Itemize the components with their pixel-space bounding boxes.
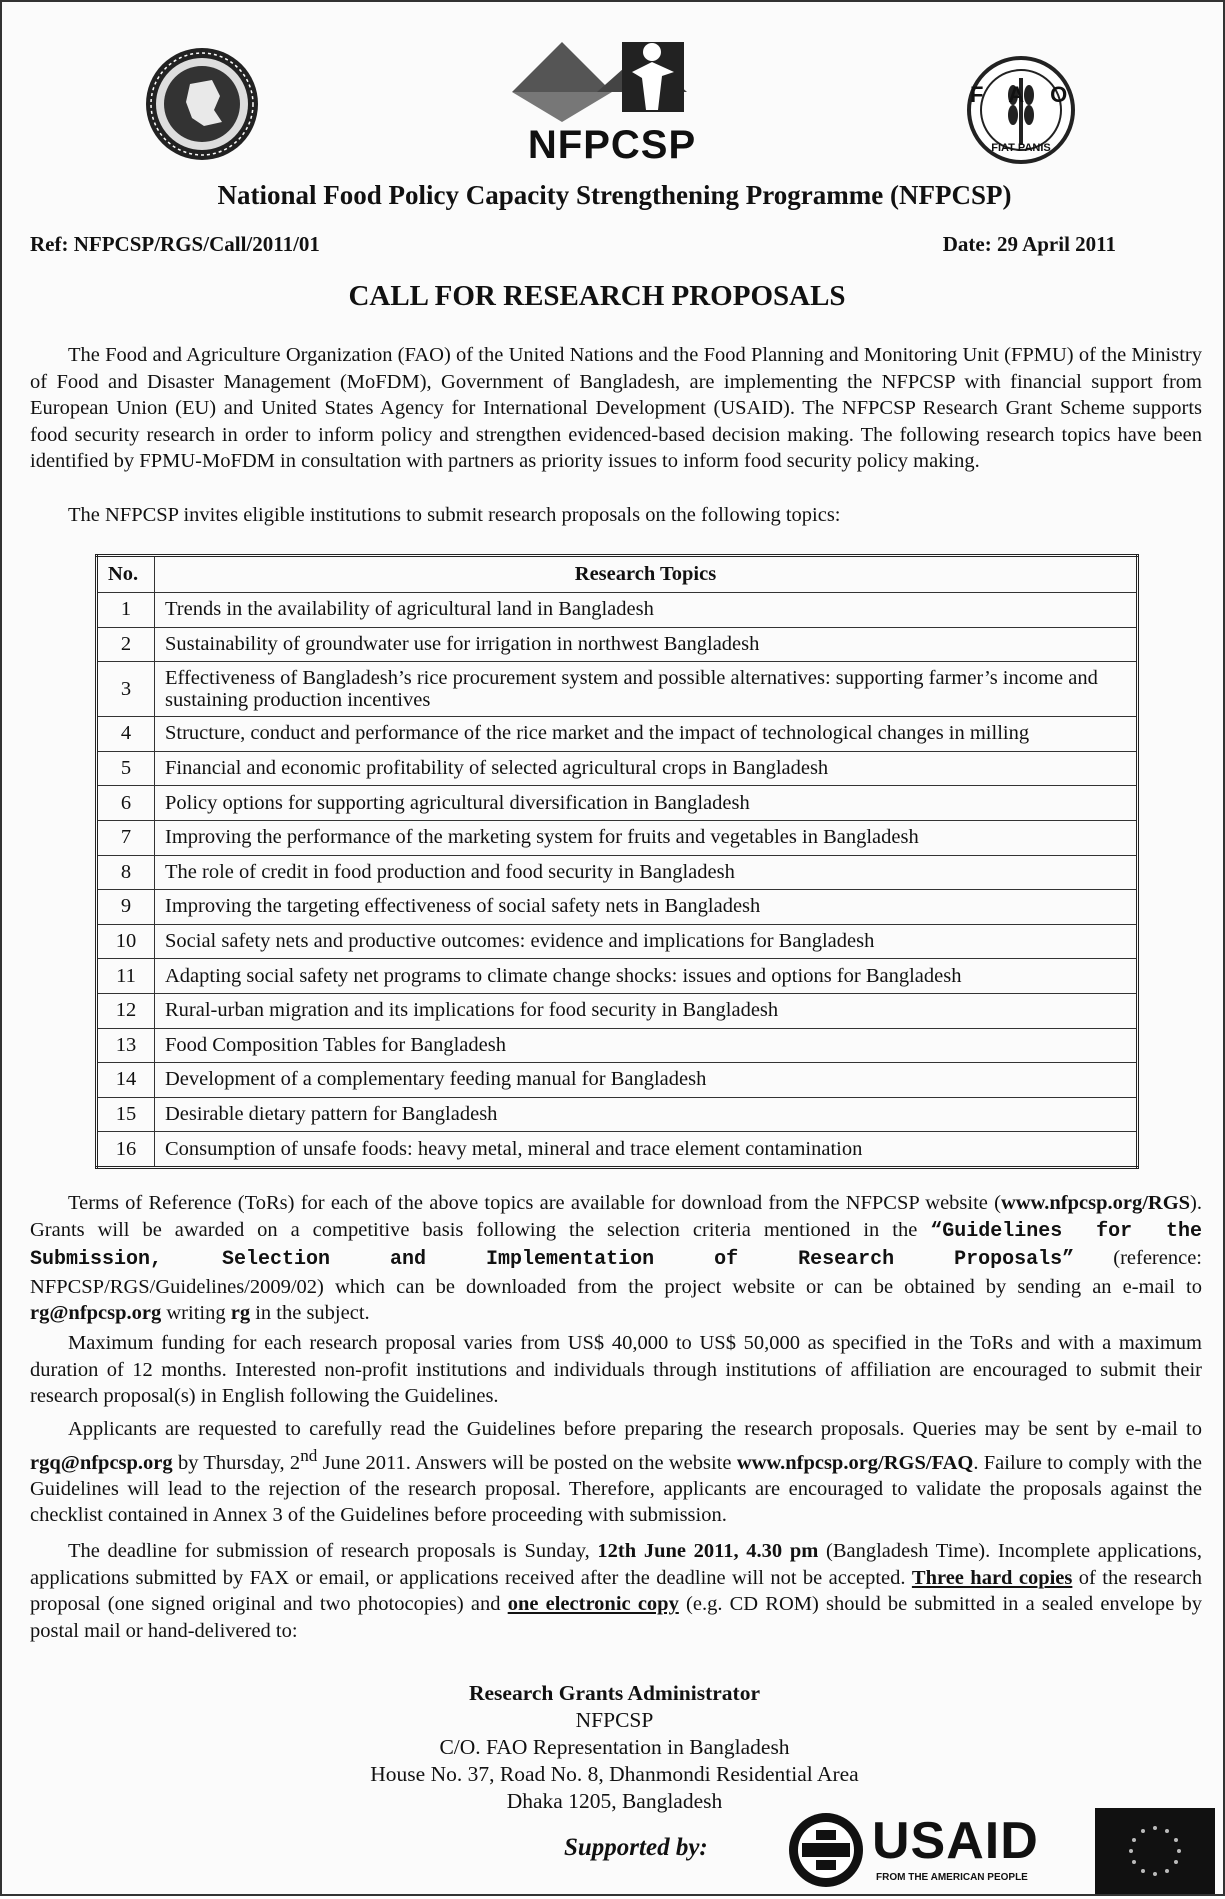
topic-title: Structure, conduct and performance of the rice market and the impact of technological changes in milling bbox=[155, 717, 1138, 752]
topic-number: 3 bbox=[97, 662, 155, 717]
address-admin: Research Grants Administrator bbox=[468, 1681, 761, 1705]
topic-number: 6 bbox=[97, 786, 155, 821]
government-seal-icon bbox=[142, 44, 262, 164]
column-header-no: No. bbox=[97, 556, 155, 593]
table-row bbox=[97, 662, 1138, 717]
table-row bbox=[97, 1063, 1138, 1098]
table-row bbox=[97, 627, 1138, 662]
topic-title: Adapting social safety net programs to climate change shocks: issues and options for Bangladesh bbox=[155, 959, 1138, 994]
queries-text-4: . Failure to comply with the Guidelines will lead to the rejection of the research proposal. Therefore, applicants are encouraged to validate the proposals against the checklist contained in Annex 3 of the Guidelines before proceeding with submission. bbox=[30, 1451, 1202, 1527]
topic-title: The role of credit in food production and food security in Bangladesh bbox=[155, 855, 1138, 890]
electronic-copy-emphasis: one electronic copy bbox=[507, 1593, 679, 1615]
deadline-text-4: (e.g. CD ROM) should be submitted in a sealed envelope by postal mail or hand-delivered to: bbox=[30, 1593, 1203, 1642]
tors-text-3: (reference: NFPCSP/RGS/Guidelines/2009/02) which can be downloaded from the project website or can be obtained by sending an e-mail to bbox=[30, 1247, 1202, 1298]
deadline-text-3: of the research proposal (one signed original and two photocopies) and bbox=[30, 1566, 1202, 1615]
table-row bbox=[97, 593, 1138, 628]
topic-number: 14 bbox=[97, 1063, 155, 1098]
topic-title: Rural-urban migration and its implications for food security in Bangladesh bbox=[155, 993, 1138, 1028]
nfpcsp-logo-text: NFPCSP bbox=[527, 123, 697, 167]
queries-text-2: by Thursday, 2 bbox=[172, 1451, 301, 1474]
topic-number: 15 bbox=[97, 1097, 155, 1132]
rgq-email-link[interactable]: rgq@nfpcsp.org bbox=[30, 1451, 173, 1474]
table-row bbox=[97, 717, 1138, 752]
topic-title: Consumption of unsafe foods: heavy metal, mineral and trace element contamination bbox=[155, 1132, 1138, 1168]
tors-text-2: ). Grants will be awarded on a competitive basis following the selection criteria mentioned in the bbox=[30, 1192, 1202, 1241]
table-row bbox=[97, 1132, 1138, 1168]
address-line-1: C/O. FAO Representation in Bangladesh bbox=[439, 1735, 790, 1759]
tors-text-4: writing bbox=[161, 1302, 231, 1324]
table-row bbox=[97, 924, 1138, 959]
queries-text-1: Applicants are requested to carefully read the Guidelines before preparing the research proposals. Queries may be sent by e-mail to bbox=[68, 1418, 1202, 1440]
table-row bbox=[97, 751, 1138, 786]
tors-text-1: Terms of Reference (ToRs) for each of the above topics are available for download from the NFPCSP website ( bbox=[68, 1192, 1001, 1214]
topic-number: 2 bbox=[97, 627, 155, 662]
topic-title: Social safety nets and productive outcomes: evidence and implications for Bangladesh bbox=[155, 924, 1138, 959]
hard-copies-emphasis: Three hard copies bbox=[911, 1566, 1073, 1589]
tors-text-5: in the subject. bbox=[250, 1302, 370, 1324]
queries-text-3: June 2011. Answers will be posted on the website bbox=[317, 1451, 737, 1474]
table-row bbox=[97, 786, 1138, 821]
usaid-tagline: FROM THE AMERICAN PEOPLE bbox=[876, 1872, 1028, 1883]
research-topics-table bbox=[95, 554, 1139, 1169]
topic-number: 11 bbox=[97, 959, 155, 994]
topic-title: Development of a complementary feeding manual for Bangladesh bbox=[155, 1063, 1138, 1098]
deadline-text-2: (Bangladesh Time). Incomplete applications, applications submitted by FAX or email, or applications received after the deadline will not be accepted. bbox=[30, 1540, 1202, 1589]
topic-title: Sustainability of groundwater use for irrigation in northwest Bangladesh bbox=[155, 627, 1138, 662]
topic-number: 9 bbox=[97, 890, 155, 925]
faq-link[interactable]: www.nfpcsp.org/RGS/FAQ bbox=[736, 1451, 974, 1474]
submission-address bbox=[2, 1680, 1225, 1815]
invites-paragraph: The NFPCSP invites eligible institutions to submit research proposals on the following topics: bbox=[68, 504, 841, 526]
deadline-date: 12th June 2011, 4.30 pm bbox=[597, 1540, 819, 1562]
topic-number: 4 bbox=[97, 717, 155, 752]
address-org: NFPCSP bbox=[575, 1708, 654, 1732]
table-row bbox=[97, 1097, 1138, 1132]
topic-number: 7 bbox=[97, 820, 155, 855]
notice-date: Date: 29 April 2011 bbox=[942, 232, 1116, 256]
deadline-paragraph bbox=[30, 1538, 1202, 1644]
table-row bbox=[97, 855, 1138, 890]
topic-number: 1 bbox=[97, 593, 155, 628]
fao-motto: FIAT PANIS bbox=[991, 142, 1051, 154]
rg-email-link[interactable]: rg@nfpcsp.org bbox=[30, 1302, 162, 1324]
topic-number: 5 bbox=[97, 751, 155, 786]
call-heading: CALL FOR RESEARCH PROPOSALS bbox=[348, 280, 846, 312]
topic-title: Food Composition Tables for Bangladesh bbox=[155, 1028, 1138, 1063]
table-row bbox=[97, 1028, 1138, 1063]
queries-paragraph bbox=[30, 1416, 1202, 1529]
fao-text: FAO bbox=[970, 82, 1094, 107]
nfpcsp-emblem-icon bbox=[502, 32, 722, 122]
table-body bbox=[97, 593, 1138, 1168]
usaid-seal-icon bbox=[786, 1810, 866, 1890]
topic-number: 12 bbox=[97, 993, 155, 1028]
topic-title: Financial and economic profitability of selected agricultural crops in Bangladesh bbox=[155, 751, 1138, 786]
topic-title: Trends in the availability of agricultural land in Bangladesh bbox=[155, 593, 1138, 628]
nfpcsp-logo bbox=[502, 32, 722, 167]
supported-by-label: Supported by: bbox=[564, 1834, 708, 1861]
topic-number: 13 bbox=[97, 1028, 155, 1063]
column-header-topics: Research Topics bbox=[155, 556, 1138, 593]
ordinal-suffix: nd bbox=[300, 1445, 318, 1465]
topic-number: 16 bbox=[97, 1132, 155, 1168]
guidelines-title: “Guidelines for the Submission, Selection and Implementation of Research Proposals” bbox=[30, 1219, 1202, 1271]
tors-paragraph bbox=[30, 1190, 1202, 1327]
usaid-wordmark: USAID bbox=[872, 1812, 1039, 1870]
funding-paragraph: Maximum funding for each research proposal varies from US$ 40,000 to US$ 50,000 as specified in the ToRs and with a maximum duration of 12 months. Interested non-profit institutions and individuals through institutions of affiliation are encouraged to submit their research proposal(s) in English following the Guidelines. bbox=[30, 1332, 1202, 1407]
address-line-2: House No. 37, Road No. 8, Dhanmondi Residential Area bbox=[370, 1762, 859, 1786]
programme-title: National Food Policy Capacity Strengthening Programme (NFPCSP) bbox=[217, 180, 1012, 210]
reference-number: Ref: NFPCSP/RGS/Call/2011/01 bbox=[30, 232, 320, 256]
email-subject: rg bbox=[230, 1302, 251, 1324]
rgs-website-link[interactable]: www.nfpcsp.org/RGS bbox=[1000, 1192, 1191, 1214]
table-header-row bbox=[97, 556, 1138, 593]
table-row bbox=[97, 890, 1138, 925]
topic-number: 10 bbox=[97, 924, 155, 959]
table-row bbox=[97, 993, 1138, 1028]
topic-title: Desirable dietary pattern for Bangladesh bbox=[155, 1097, 1138, 1132]
table-row bbox=[97, 820, 1138, 855]
table-row bbox=[97, 959, 1138, 994]
eu-flag-icon bbox=[1095, 1808, 1215, 1894]
fao-letters bbox=[970, 82, 1094, 108]
intro-paragraph: The Food and Agriculture Organization (FAO) of the United Nations and the Food Planning and Monitoring Unit (FPMU) of the Ministry of Food and Disaster Management (MoFDM), Government of Bangladesh, are implementing the NFPCSP with financial support from European Union (EU) and United States Agency for International Development (USAID). The NFPCSP Research Grant Scheme supports food security research in order to inform policy and strengthen evidenced-based decision making. The following research topics have been identified by FPMU-MoFDM in consultation with partners as priority issues to inform food security policy making. bbox=[30, 344, 1202, 472]
topic-title: Improving the performance of the marketing system for fruits and vegetables in Bangladesh bbox=[155, 820, 1138, 855]
deadline-text-1: The deadline for submission of research proposals is Sunday, bbox=[68, 1540, 598, 1562]
address-line-3: Dhaka 1205, Bangladesh bbox=[506, 1789, 723, 1813]
topic-title: Policy options for supporting agricultural diversification in Bangladesh bbox=[155, 786, 1138, 821]
topic-title: Effectiveness of Bangladesh’s rice procurement system and possible alternatives: supporting farmer’s income and sustaining production incentives bbox=[155, 662, 1138, 717]
topic-number: 8 bbox=[97, 855, 155, 890]
usaid-logo bbox=[786, 1810, 1076, 1892]
topic-title: Improving the targeting effectiveness of social safety nets in Bangladesh bbox=[155, 890, 1138, 925]
